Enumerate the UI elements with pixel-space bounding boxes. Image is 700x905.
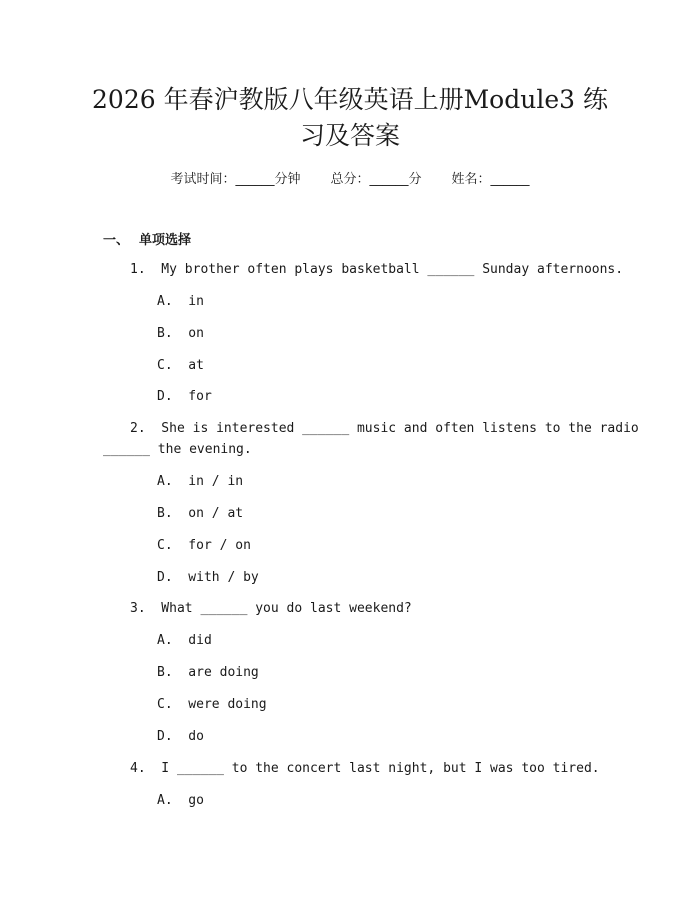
question-2-continuation: ______ the evening. — [103, 442, 252, 457]
student-name-field: 姓名：______ — [451, 172, 530, 187]
document-title-line-1: 2026 年春沪教版八年级英语上册Module3 练 — [92, 85, 608, 114]
question-2: 2. She is interested ______ music and often listens to the radio — [130, 421, 639, 436]
question-2-option-c: C. for / on — [157, 538, 251, 553]
question-4-option-a: A. go — [157, 793, 204, 808]
question-1: 1. My brother often plays basketball ______ Sunday afternoons. — [130, 262, 624, 277]
question-2-option-b: B. on / at — [157, 506, 244, 521]
question-1-option-d: D. for — [157, 389, 212, 404]
question-3-option-b: B. are doing — [157, 665, 259, 680]
question-1-option-a: A. in — [157, 294, 204, 309]
exam-time-field: 考试时间：______分钟 — [170, 172, 301, 187]
section-title: 单项选择 — [139, 233, 192, 248]
section-number: 一、 — [103, 233, 130, 248]
question-3-option-c: C. were doing — [157, 697, 267, 712]
question-3-option-d: D. do — [157, 729, 204, 744]
question-2-option-d: D. with / by — [157, 570, 259, 585]
question-4: 4. I ______ to the concert last night, but I was too tired. — [130, 761, 600, 776]
question-3: 3. What ______ you do last weekend? — [130, 601, 412, 616]
section-heading — [103, 229, 191, 248]
question-1-option-c: C. at — [157, 358, 204, 373]
document-title-line-2: 习及答案 — [299, 121, 400, 150]
question-3-option-a: A. did — [157, 633, 212, 648]
exam-meta-row — [0, 168, 700, 187]
question-1-option-b: B. on — [157, 326, 204, 341]
question-2-option-a: A. in / in — [157, 474, 244, 489]
total-score-field: 总分：______分 — [330, 172, 422, 187]
